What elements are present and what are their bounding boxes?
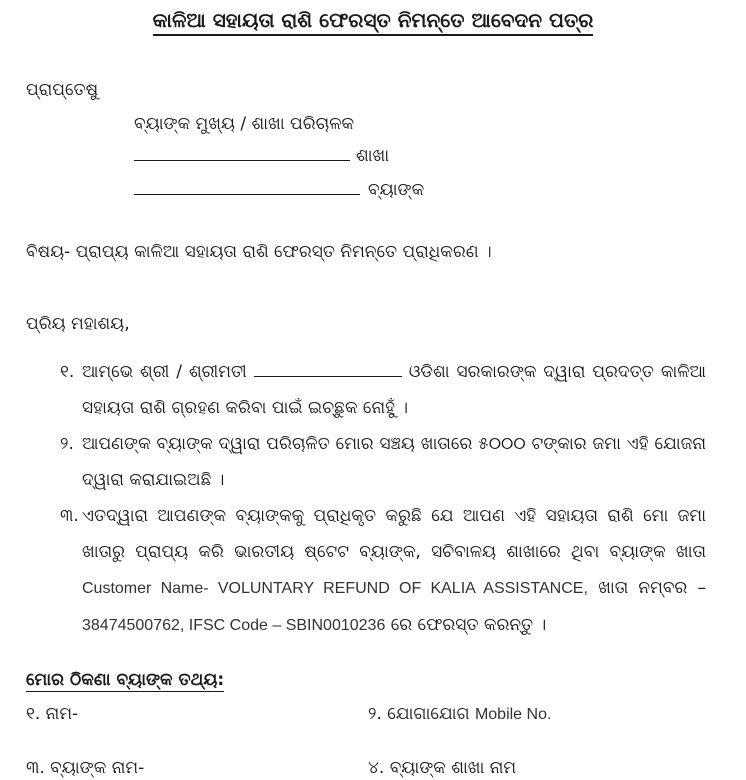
point-3-text: ଏତଦ୍ୱାରା ଆପଣଙ୍କ ବ୍ୟାଙ୍କକୁ ପ୍ରାଧିକୃତ କରୁଛି ଯେ ଆପଣ ଏହି ସହାୟତା ରାଶି ମୋ ଜମା ଖାତାରୁ ପ୍ରାପ୍ୟ କରି ଭାରତୀୟ ଷ୍ଟେଟ ବ୍ୟାଙ୍କ, ସଚିବାଳୟ ଶାଖାରେ ଥିବା ବ୍ୟାଙ୍କ ଖାତା <box>82 506 706 562</box>
detail-branch-name: ୪. ବ୍ୟାଙ୍କ ଶାଖା ନାମ <box>368 758 517 778</box>
point-2-number: ୨. <box>60 434 74 454</box>
account-label: ଖାତା ନମ୍ବର – <box>598 578 707 598</box>
point-1-text-a: ଆମ୍ଭେ ଶ୍ରୀ / ଶ୍ରୀମତୀ <box>82 362 247 382</box>
detail-bank-name: ୩. ବ୍ୟାଙ୍କ ନାମ- <box>26 758 145 778</box>
bank-label: ବ୍ୟାଙ୍କ <box>368 180 425 200</box>
to-label: ପ୍ରାପ୍ତେଷୁ <box>26 80 99 100</box>
form-title: କାଳିଆ ସହାୟତା ରାଶି ଫେରସ୍ତ ନିମନ୍ତେ ଆବେଦନ ପତ୍ର <box>0 8 746 32</box>
customer-name: Customer Name- VOLUNTARY REFUND OF KALIA ASSISTANCE, <box>82 580 588 597</box>
detail-mobile: ୨. ଯୋଗାଯୋଗ Mobile No. <box>368 704 552 724</box>
detail-name: ୧. ନାମ- <box>26 704 79 724</box>
point-2-text: ଆପଣଙ୍କ ବ୍ୟାଙ୍କ ଦ୍ୱାରା ପରିଚାଳିତ ମୋର ସଞ୍ଚୟ ଖାତାରେ ୫୦୦୦ ଟଙ୍କାର ଜମା ଏହି ଯୋଜନା ଦ୍ୱାରା କରାଯାଇଅଛି । <box>82 434 706 490</box>
point-3-ending: ରେ ଫେରସ୍ତ କରନ୍ତୁ । <box>390 615 547 635</box>
point-3-number: ୩. <box>60 506 79 526</box>
branch-blank-line[interactable] <box>134 160 350 161</box>
branch-label: ଶାଖା <box>356 146 390 166</box>
point-2 <box>60 426 706 498</box>
salutation: ପ୍ରିୟ ମହାଶୟ, <box>26 314 130 334</box>
point-3 <box>60 498 706 644</box>
point-1-text-b: ଓଡିଶା ସରକାରଙ୍କ ଦ୍ୱାରା ପ୍ରଦତ୍ତ କାଳିଆ ସହାୟତା ରାଶି ଗ୍ରହଣ କରିବା ପାଇଁ ଇଚ୍ଛୁକ ନୋହୁଁ । <box>82 362 707 418</box>
details-heading: ମୋର ଠିକଣା ବ୍ୟାଙ୍କ ତଥ୍ୟ: <box>26 670 225 690</box>
bank-blank-line[interactable] <box>134 194 360 195</box>
point-1-number: ୧. <box>60 362 75 382</box>
point-1 <box>60 354 706 426</box>
addressee: ବ୍ୟାଙ୍କ ମୁଖ୍ୟ / ଶାଖା ପରିଚାଳକ <box>134 114 355 134</box>
name-blank-line[interactable] <box>254 362 402 377</box>
account-ifsc: 38474500762, IFSC Code – SBIN0010236 <box>82 617 386 634</box>
subject-line: ବିଷୟ- ପ୍ରାପ୍ୟ କାଳିଆ ସହାୟତା ରାଶି ଫେରସ୍ତ ନିମନ୍ତେ ପ୍ରାଧିକରଣ । <box>26 242 492 262</box>
